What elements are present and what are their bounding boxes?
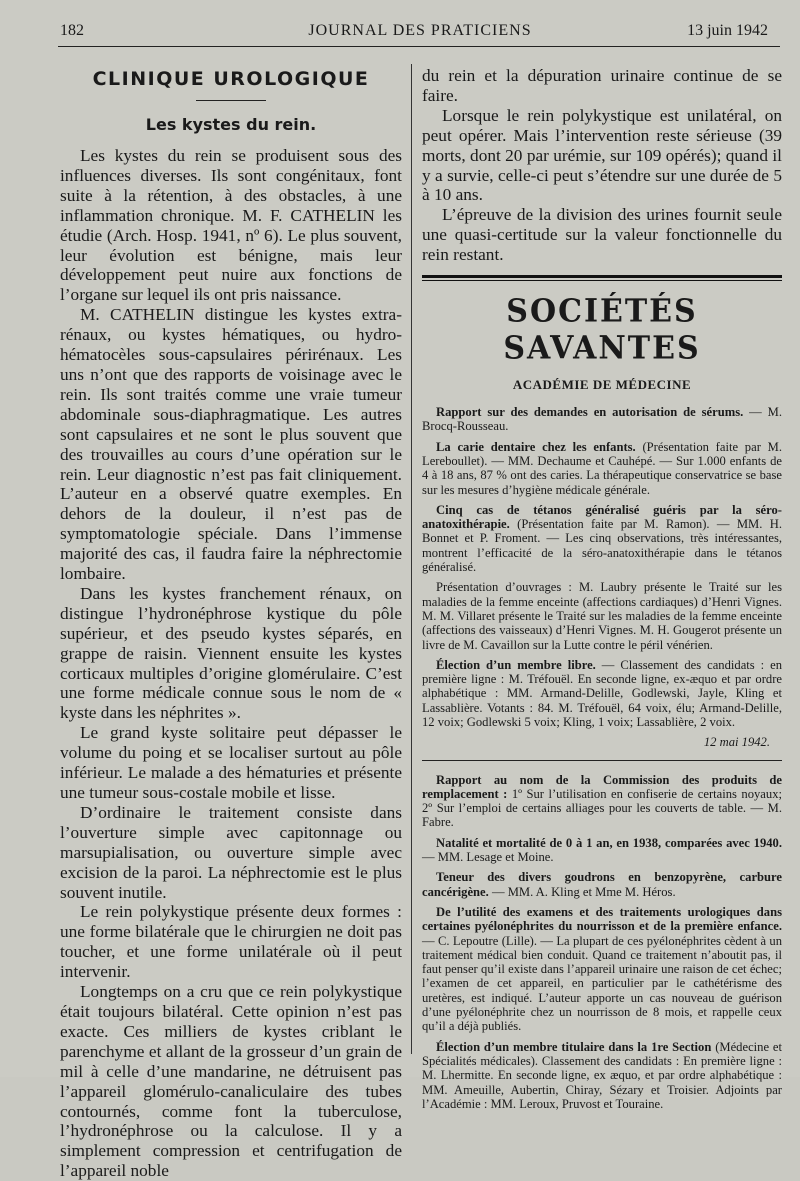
academy-item-text: — MM. Lesage et Moine. <box>422 850 554 865</box>
running-header <box>60 22 780 44</box>
paragraph: L’épreuve de la division des urines fournit seule une quasi-certitude sur la valeur fonctionnelle du rein restant. <box>422 205 782 265</box>
academie-title: ACADÉMIE DE MÉDECINE <box>512 377 692 393</box>
academy-item <box>422 836 782 865</box>
column-divider <box>411 64 412 1054</box>
academy-item-text: — MM. A. Kling et Mme M. Héros. <box>488 884 676 899</box>
academy-item <box>422 405 782 434</box>
academy-item-title: Élection d’un membre libre. <box>436 657 596 672</box>
page-number: 182 <box>60 22 84 39</box>
academy-items <box>422 405 782 729</box>
academy-items-second-session <box>422 773 782 1112</box>
section-rule-thin <box>422 280 782 281</box>
academy-item <box>422 1040 782 1111</box>
academy-item <box>422 658 782 729</box>
paragraph: Le rein polykystique présente deux formes : une forme bilatérale que le chirurgien ne doit pas toucher, et une forme unilatérale où il peut intervenir. <box>60 902 402 982</box>
paragraph: M. CATHELIN distingue les kystes extra-rénaux, ou kystes hématiques, ou hydro-hématocèles sous-capsulaires périrénaux. Les uns n’ont que des rapports de voisinage avec le rein. Ils sont traités comme une vraie tumeur abdominale sous-diaphragmatique. Les autres sont capsulaires et ne sont le plus souvent que des trouvailles au cours d’une opération sur le rein. Leur diagnostic n’est pas fait cliniquement. L’auteur en a observé quatre exemples. En dehors de la douleur, il n’est pas de symptomatologie spéciale. Dans l’immense majorité des cas, il faudra faire la néphrectomie lombaire. <box>60 305 402 584</box>
academy-item-title: Teneur des divers goudrons en benzopyrène, carbure cancérigène. <box>422 870 782 899</box>
paragraph: Longtemps on a cru que ce rein polykystique était toujours bilatéral. Cette opinion n’est pas exacte. Ces milliers de kystes criblant le parenchyme et allant de la grosseur d’un grain de mil à celle d’une mandarine, ne détruisent pas l’appareil glomérulo-canaliculaire des tubes contournés, comme font la tuberculose, l’hydronéphrose ou la calculose. Il y a simplement compression et centrifugation de l’appareil noble <box>60 982 402 1181</box>
paragraph: Le grand kyste solitaire peut dépasser le volume du poing et se localiser surtout au pôle inférieur. Le malade a des hématuries et présente une tumeur sous-costale mobile et lisse. <box>60 723 402 802</box>
article-title: Les kystes du rein. <box>145 115 317 134</box>
academy-item-title: Cinq cas de tétanos généralisé guéris par la séro-anatoxithérapie. <box>422 502 782 532</box>
academy-item-title: La carie dentaire chez les enfants. <box>436 439 636 454</box>
academy-item-text: — M. Brocq-Rousseau. <box>422 405 782 434</box>
academy-item-text: (Présentation faite par M. Lereboullet). — MM. Dechaume et Cauhépé. — Sur 1.000 enfants de 4 à 18 ans, 87 % ont des caries. La thérapeutique conservatrice se base sur les mesures d’hygiène médicale générale. <box>422 439 782 497</box>
academy-item-title: Rapport au nom de la Commission des produits de remplacement : <box>422 772 782 801</box>
issue-date: 13 juin 1942 <box>687 22 768 39</box>
academy-item <box>422 905 782 1034</box>
paragraph: Les kystes du rein se produisent sous des influences diverses. Ils sont congénitaux, font suite à la rétention, à des obstacles, à une inflammation chronique. M. F. CATHELIN les étudie (Arch. Hosp. 1941, nº 6). Le plus souvent, leur évolution est bénigne, mais leur développement peut nuire aux fonctions de l’organe sur lequel ils ont pris naissance. <box>60 146 402 305</box>
paragraph: D’ordinaire le traitement consiste dans l’ouverture simple avec capitonnage ou marsupialisation, ou ouverture simple avec excision de la paroi. La néphrectomie est le plus souvent inutile. <box>60 802 402 902</box>
paragraph-continuation: du rein et la dépuration urinaire continue de se faire. <box>422 66 782 105</box>
journal-title: JOURNAL DES PRATICIENS <box>308 22 532 39</box>
academy-item-text: (Médecine et Spécialités médicales). Classement des candidats : En première ligne : M. Lhermitte. En seconde ligne, ex æquo, et par ordre alphabétique : MM. Ameuille, Aubertin, Chiray, Sézary et Troisier. Adjoints par l’Académie : MM. Leroux, Pruvost et Touraine. <box>422 1039 782 1111</box>
paragraph: Lorsque le rein polykystique est unilatéral, on peut opérer. Mais l’intervention reste sérieuse (39 morts, dont 20 par urémie, sur 109 opérés); quand il y a survie, celle-ci peut s’étendre sur une durée de 5 à 10 ans. <box>422 105 782 205</box>
right-column <box>422 66 782 1117</box>
academy-item-title: Élection d’un membre titulaire dans la 1re Section <box>436 1039 712 1054</box>
left-column <box>60 60 402 1181</box>
session-rule <box>422 760 782 761</box>
paragraph: Dans les kystes franchement rénaux, on distingue l’hydronéphrose kystique du pôle supérieur, et des pseudo kystes séparés, en grappe de raisin. Viennent ensuite les kystes corticaux multiples d’origine glomérulaire. C’est une forme médicale connue sous le nom de « kyste dans les néphrites ». <box>60 583 402 723</box>
section-title: CLINIQUE UROLOGIQUE <box>92 68 370 90</box>
academy-item <box>422 580 782 651</box>
academy-item <box>422 440 782 497</box>
title-rule <box>196 100 266 101</box>
academy-item-text: (Présentation faite par M. Ramon). — MM. H. Bonnet et P. Froment. — Les cinq observations, très intéressantes, montrent l’efficacité de la séro-anatoxithérapie dans le tétanos généralisé. <box>422 517 782 575</box>
academy-item-text: — Classement des candidats : en première ligne : M. Tréfouël. En seconde ligne, ex-æquo et par ordre alphabétique : MM. Armand-Delille, Godlewski, Jayle, Kling et Lassablière. Votants : 84. M. Tréfouël, 64 voix, élu; Armand-Delille, 12 voix; Godlewski 5 voix; Kling, 1 voix; Lassablière, 2 voix. <box>422 657 782 729</box>
academy-item-text: 1º Sur l’utilisation en confiserie de certains noyaux; 2º Sur l’emploi de certains alliages pour les couverts de table. — M. Fabre. <box>422 786 782 830</box>
academy-item-title: Rapport sur des demandes en autorisation de sérums. <box>436 405 744 420</box>
academy-item <box>422 503 782 574</box>
session-date: 12 mai 1942. <box>703 735 770 750</box>
academy-item-title: De l’utilité des examens et des traitements urologiques dans certaines pyélonéphrites du nourrisson et de la première enfance. <box>422 904 782 934</box>
academy-item <box>422 773 782 830</box>
academy-item-title: Natalité et mortalité de 0 à 1 an, en 1938, comparées avec 1940. <box>436 835 782 850</box>
academy-item-text: Présentation d’ouvrages : M. Laubry présente le Traité sur les maladies de la femme enceinte (affections cardiaques) d’Henri Vignes. M. M. Villaret présente le Traité sur les maladies de la femme enceinte (affections des vaisseaux) d’Henri Vignes. M. H. Gougerot présente un livre de M. Cavaillon sur la Lutte contre le péril vénérien. <box>422 580 782 652</box>
section-rule-thick <box>422 275 782 278</box>
societes-title: SOCIÉTÉS SAVANTES <box>503 293 701 367</box>
header-rule <box>58 46 780 47</box>
academy-item-text: — C. Lepoutre (Lille). — La plupart de ces pyélonéphrites cèdent à un traitement médical bien conduit. Quand ce traitement n’aboutit pas, il faut penser qu’il existe dans l’appareil urinaire une raison de cet échec; l’examen de cet appareil, en particulier par le cathétérisme des uretères, est indiqué. L’auteur apporte un cas nouveau de guérison d’une pyélonéphrite chez un nourrisson de 8 mois, et rappelle ceux qu’il a déjà publiés. <box>422 933 782 1034</box>
academy-item <box>422 870 782 899</box>
